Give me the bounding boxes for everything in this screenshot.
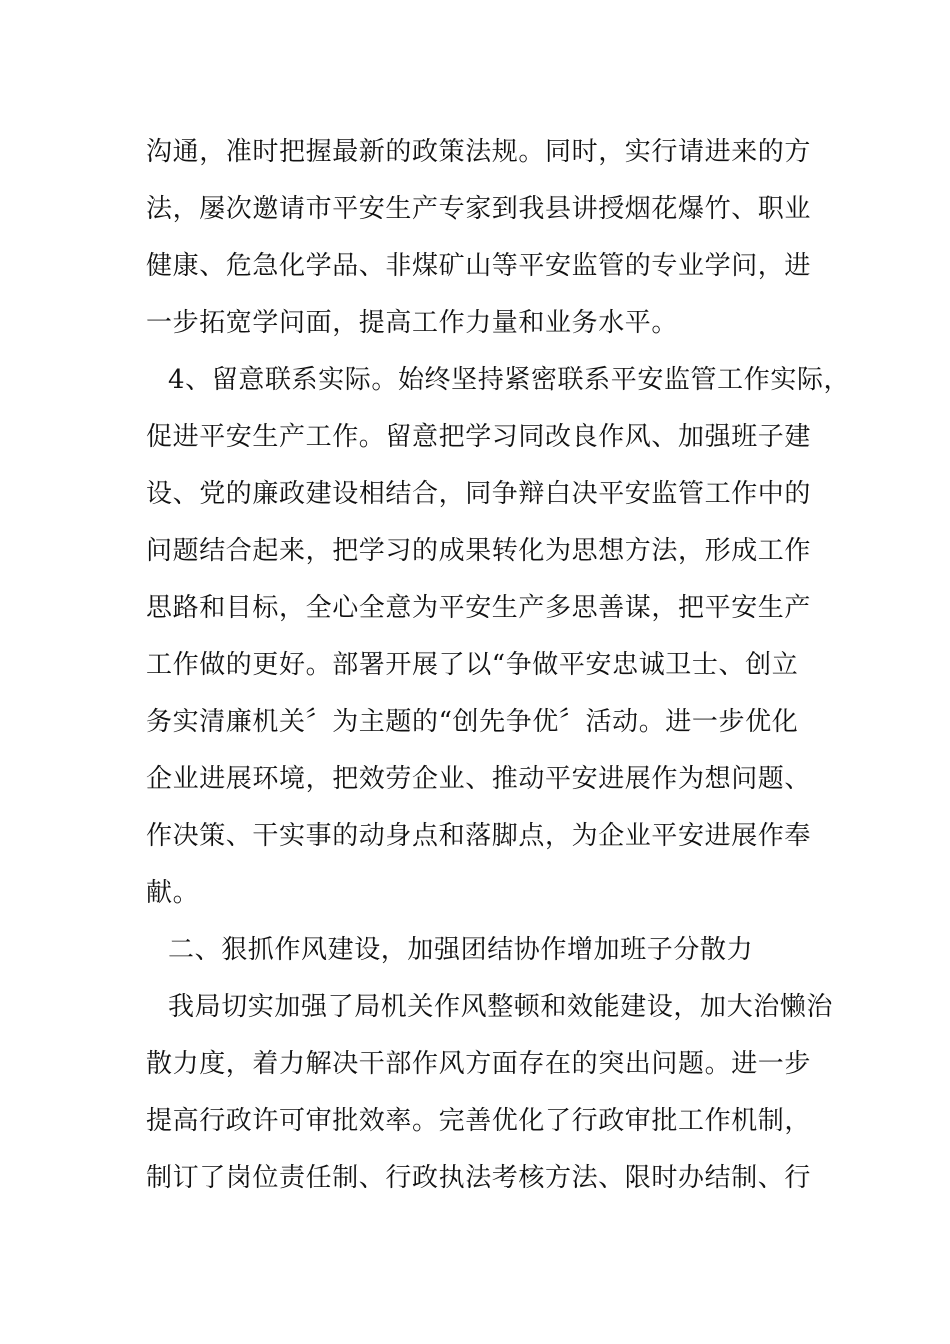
paragraph-line: 问题结合起来，把学习的成果转化为思想方法，形成工作 [146,536,812,566]
paragraph-line: 健康、危急化学品、非煤矿山等平安监管的专业学问，进 [146,251,812,281]
paragraph-line: 制订了岗位责任制、行政执法考核方法、限时办结制、行 [146,1163,812,1193]
paragraph-line: 法，屡次邀请市平安生产专家到我县讲授烟花爆竹、职业 [146,194,812,224]
paragraph-line: 提高行政许可审批效率。完善优化了行政审批工作机制， [146,1106,812,1136]
paragraph-line: 思路和目标，全心全意为平安生产多思善谋，把平安生产 [146,593,812,623]
paragraph-line: 我局切实加强了局机关作风整顿和效能建设，加大治懒治 [168,992,834,1022]
paragraph-line: 献。 [146,878,200,908]
paragraph-line: 作决策、干实事的动身点和落脚点，为企业平安进展作奉 [146,821,812,851]
paragraph-line: 沟通，准时把握最新的政策法规。同时，实行请进来的方 [146,137,812,167]
paragraph-line: 4、留意联系实际。始终坚持紧密联系平安监管工作实际， [168,365,851,395]
paragraph-line: 一步拓宽学问面，提高工作力量和业务水平。 [146,308,679,338]
paragraph-line: 促进平安生产工作。留意把学习同改良作风、加强班子建 [146,422,812,452]
paragraph-line: 散力度，着力解决干部作风方面存在的突出问题。进一步 [146,1049,812,1079]
paragraph-line: 企业进展环境，把效劳企业、推动平安进展作为想问题、 [146,764,812,794]
section-heading: 二、狠抓作风建设，加强团结协作增加班子分散力 [168,935,754,965]
paragraph-line: 工作做的更好。部署开展了以“争做平安忠诚卫士、创立 [146,650,799,680]
paragraph-line: 设、党的廉政建设相结合，同争辩白决平安监管工作中的 [146,479,812,509]
paragraph-line: 务实清廉机关〞为主题的“创先争优〞活动。进一步优化 [146,707,799,737]
